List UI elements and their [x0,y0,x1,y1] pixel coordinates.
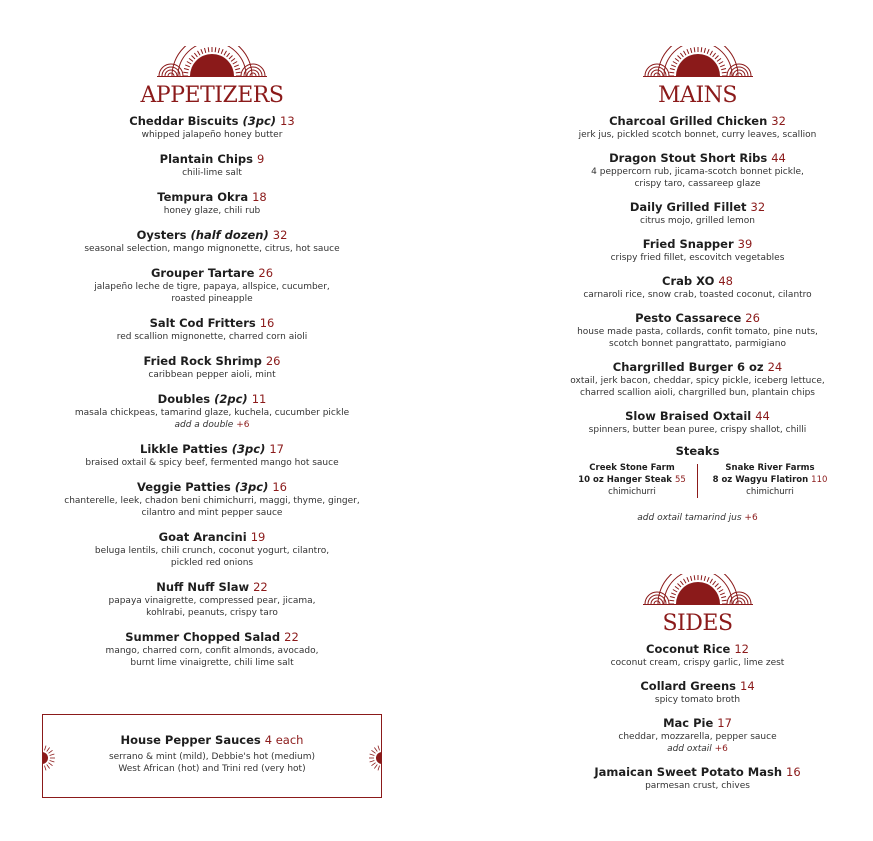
steak-desc: chimichurri [746,487,794,497]
item-price: 26 [745,311,760,325]
item-addon-text: add a double [174,420,234,430]
sunburst-icon [643,574,753,606]
house-pepper-sauces-box [42,714,382,798]
item-name: Grouper Tartare [150,266,255,280]
mains-list [560,114,835,436]
item-price: 16 [786,765,801,779]
steak-divider [697,464,698,498]
steak-cut: 10 oz Hanger Steak [578,475,672,485]
item-desc: chili-lime salt [182,168,242,178]
menu-item [42,580,382,619]
item-desc: cheddar, mozzarella, pepper sauce [618,732,777,742]
item-desc: burnt lime vinaigrette, chili lime salt [130,658,294,668]
menu-item [560,151,835,190]
steak-price: 55 [674,475,686,485]
menu-item [42,266,382,305]
item-desc: coconut cream, crispy garlic, lime zest [610,658,785,668]
item-price: 17 [717,716,732,730]
item-qualifier: (half dozen) [190,228,269,242]
steaks-title: Steaks [675,444,720,458]
item-addon-text: add oxtail [667,744,712,754]
item-desc: chanterelle, leek, chadon beni chimichurri, maggi, thyme, ginger, [64,496,360,506]
item-desc: oxtail, jerk bacon, cheddar, spicy pickle, iceberg lettuce, [570,376,825,386]
steak-addon-text: add oxtail tamarind jus [637,513,742,523]
item-desc: house made pasta, collards, confit tomato, pine nuts, [577,327,818,337]
steak-addon [560,512,835,524]
item-name: Coconut Rice [646,642,731,656]
item-desc: jerk jus, pickled scotch bonnet, curry leaves, scallion [578,130,817,140]
item-desc: spinners, butter bean puree, crispy shallot, chilli [588,425,807,435]
item-name: Collard Greens [640,679,736,693]
item-desc: seasonal selection, mango mignonette, citrus, hot sauce [84,244,340,254]
item-price: 32 [272,228,288,242]
menu-item [560,311,835,350]
item-name: Daily Grilled Fillet [629,200,747,214]
item-price: 32 [771,114,786,128]
menu-item [42,530,382,569]
item-qualifier: (2pc) [214,392,248,406]
item-name: Chargrilled Burger 6 oz [612,360,764,374]
item-desc: kohlrabi, peanuts, crispy taro [146,608,278,618]
item-desc: papaya vinaigrette, compressed pear, jicama, [108,596,316,606]
item-desc: red scallion mignonette, charred corn aioli [116,332,308,342]
sides-list [560,642,835,792]
sunburst-icon [157,46,267,78]
steak-addon-price: +6 [744,513,758,523]
menu-item [42,480,382,519]
item-desc: crispy fried fillet, escovitch vegetables [610,253,785,263]
item-desc: masala chickpeas, tamarind glaze, kuchela, cucumber pickle [74,408,350,418]
item-price: 11 [251,392,267,406]
item-price: 48 [718,274,733,288]
item-price: 24 [767,360,783,374]
item-price: 12 [734,642,749,656]
item-price: 9 [257,152,265,166]
item-name: Nuff Nuff Slaw [156,580,250,594]
item-name: Cheddar Biscuits [129,114,239,128]
item-price: 16 [259,316,275,330]
appetizers-column [42,0,382,669]
item-desc: charred scallion aioli, chargrilled bun, plantain chips [580,388,815,398]
item-desc: carnaroli rice, snow crab, toasted coconut, cilantro [583,290,812,300]
menu-item [42,228,382,255]
item-price: 32 [750,200,766,214]
item-name: Charcoal Grilled Chicken [609,114,768,128]
sauce-desc: serrano & mint (mild), Debbie's hot (medium) [108,752,316,762]
item-desc: beluga lentils, chili crunch, coconut yogurt, cilantro, [94,546,330,556]
menu-item [560,274,835,301]
sauce-name: House Pepper Sauces [120,733,261,747]
item-desc: 4 peppercorn rub, jicama-scotch bonnet pickle, [591,167,804,177]
item-desc: mango, charred corn, confit almonds, avocado, [105,646,319,656]
steak-farm: Snake River Farms [725,463,815,473]
item-desc: scotch bonnet pangrattato, parmigiano [609,339,786,349]
item-desc: parmesan crust, chives [645,781,750,791]
item-name: Fried Rock Shrimp [143,354,262,368]
menu-item [560,200,835,227]
menu-item [42,354,382,381]
item-price: 16 [272,480,287,494]
item-addon-price: +6 [714,744,728,754]
item-name: Slow Braised Oxtail [625,409,752,423]
steak-farm: Creek Stone Farm [589,463,675,473]
sunburst-icon [643,46,753,78]
sauce-price: 4 each [264,733,304,747]
menu-item [42,152,382,179]
steak-cut: 8 oz Wagyu Flatiron [712,475,809,485]
steaks-section [560,462,835,504]
item-desc: jalapeño leche de tigre, papaya, allspice, cucumber, [94,282,330,292]
item-desc: caribbean pepper aioli, mint [148,370,276,380]
item-price: 13 [280,114,295,128]
item-price: 18 [252,190,267,204]
menu-item [560,237,835,264]
item-desc: citrus mojo, grilled lemon [640,216,755,226]
item-desc: spicy tomato broth [654,695,741,705]
appetizers-heading: APPETIZERS [140,83,284,108]
item-price: 22 [284,630,299,644]
item-name: Jamaican Sweet Potato Mash [594,765,783,779]
menu-item [42,630,382,669]
item-price: 44 [771,151,786,165]
item-addon [560,743,835,755]
item-desc: braised oxtail & spicy beef, fermented mango hot sauce [85,458,339,468]
item-name: Salt Cod Fritters [149,316,256,330]
sides-heading: SIDES [662,611,733,636]
half-sunburst-icon [42,743,58,773]
item-desc: pickled red onions [170,558,254,568]
menu-item [560,360,835,399]
mains-column [560,0,835,792]
item-name: Mac Pie [663,716,714,730]
half-sunburst-icon [366,743,382,773]
item-desc: crispy taro, cassareep glaze [634,179,761,189]
item-name: Fried Snapper [642,237,734,251]
menu-item [42,316,382,343]
item-desc: honey glaze, chili rub [163,206,261,216]
menu-item [42,392,382,431]
menu-item [42,114,382,141]
item-addon [42,419,382,431]
item-name: Plantain Chips [159,152,254,166]
item-name: Doubles [157,392,211,406]
item-price: 19 [250,530,266,544]
item-qualifier: (3pc) [231,442,266,456]
menu-item [42,442,382,469]
item-price: 26 [258,266,274,280]
item-name: Veggie Patties [137,480,231,494]
item-price: 22 [253,580,268,594]
item-name: Pesto Cassarece [635,311,742,325]
menu-item [560,679,835,706]
menu-item [42,190,382,217]
sauce-desc: West African (hot) and Trini red (very hot) [118,764,306,774]
item-name: Tempura Okra [157,190,249,204]
appetizer-list [42,114,382,669]
item-price: 39 [737,237,753,251]
item-price: 17 [269,442,284,456]
item-name: Goat Arancini [158,530,247,544]
item-name: Likkle Patties [140,442,228,456]
menu-item [560,765,835,792]
item-name: Summer Chopped Salad [125,630,281,644]
steak-item [710,462,830,498]
menu-item [560,114,835,141]
mains-heading: MAINS [658,83,737,108]
item-price: 26 [265,354,281,368]
item-qualifier: (3pc) [242,114,277,128]
item-name: Crab XO [662,274,715,288]
item-price: 44 [755,409,770,423]
steak-desc: chimichurri [608,487,656,497]
steak-item [572,462,692,498]
menu-item [560,409,835,436]
item-addon-price: +6 [236,420,250,430]
item-desc: roasted pineapple [171,294,253,304]
menu-item [560,716,835,755]
item-name: Oysters [136,228,187,242]
item-desc: whipped jalapeño honey butter [141,130,283,140]
item-desc: cilantro and mint pepper sauce [141,508,283,518]
steak-price: 110 [811,475,828,485]
menu-item [560,642,835,669]
item-qualifier: (3pc) [234,480,269,494]
item-price: 14 [740,679,755,693]
item-name: Dragon Stout Short Ribs [609,151,768,165]
